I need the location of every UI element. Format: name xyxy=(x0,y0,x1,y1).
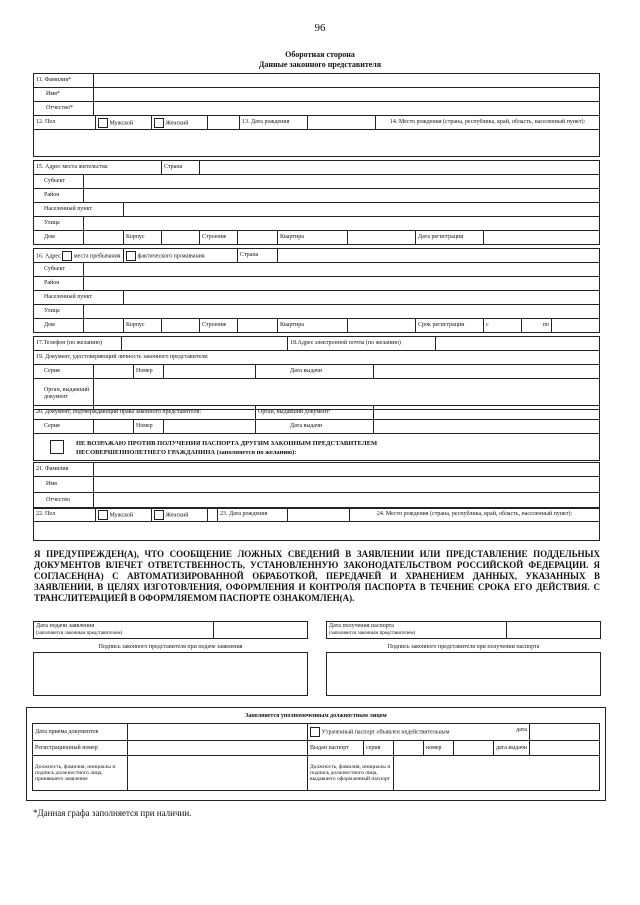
pob-field[interactable] xyxy=(33,129,600,157)
receive-date-block xyxy=(326,621,601,639)
doc20-title: 20. Документ, подтверждающий права законного представителя: xyxy=(34,406,256,420)
consent-row xyxy=(33,433,600,461)
rep2-sex-label: 22. Пол xyxy=(34,508,96,522)
actual-label: фактического проживания xyxy=(137,252,205,259)
name-field[interactable] xyxy=(94,88,600,102)
country2-label: Страна xyxy=(238,249,278,263)
identity-document xyxy=(33,350,600,410)
flat2-label: Квартира xyxy=(278,319,348,333)
korpus-label: Корпус xyxy=(124,231,162,245)
rep2-patronymic-label: Отчество xyxy=(34,493,94,509)
phone-field[interactable] xyxy=(122,337,288,351)
subject2-field[interactable] xyxy=(84,263,600,277)
issued-series-field[interactable] xyxy=(394,741,424,756)
rep2-pob-field[interactable] xyxy=(33,521,600,541)
phone-label: 17.Телефон (по желанию) xyxy=(34,337,122,351)
reg-term-label: Срок регистрации xyxy=(416,319,484,333)
accept-date-field[interactable] xyxy=(128,724,308,741)
rep2-female-label: Женский xyxy=(165,511,189,518)
lost-label: Утраченный паспорт объявлен недействительным xyxy=(321,729,450,736)
house-label: Дом xyxy=(34,231,84,245)
contacts xyxy=(33,336,600,351)
building-label: Строение xyxy=(200,231,238,245)
doc20-number-field[interactable] xyxy=(164,420,256,434)
consent-checkbox[interactable] xyxy=(50,440,64,454)
rep2-surname-label: 21. Фамилия xyxy=(34,463,94,477)
authority-document xyxy=(33,405,600,434)
issued-date-label: дата выдачи xyxy=(494,741,530,756)
doc19-series-field[interactable] xyxy=(94,365,134,379)
korpus2-label: Корпус xyxy=(124,319,162,333)
pob-label: 14. Место рождения (страна, республика, край, область, населенный пункт): xyxy=(376,116,600,130)
female-label: Женский xyxy=(165,119,189,126)
receive-date-field[interactable] xyxy=(507,622,601,639)
rep2-pob-label: 24. Место рождения (страна, республика, край, область, населенный пункт): xyxy=(350,508,600,522)
second-representative xyxy=(33,462,600,509)
street2-field[interactable] xyxy=(84,305,600,319)
doc19-title: 19. Документ, удостоверяющий личность законного представителя: xyxy=(34,351,600,365)
email-field[interactable] xyxy=(436,337,600,351)
accepting-official-label: Должность, фамилия, инициалы и подпись должностного лица, принявшего заявление xyxy=(33,756,128,791)
district-label: Район xyxy=(34,189,84,203)
reg-from-field[interactable] xyxy=(522,319,552,333)
rep2-surname-field[interactable] xyxy=(94,463,600,477)
dob-field[interactable] xyxy=(308,116,376,130)
doc20-issuer-label: Орган, выдавший документ: xyxy=(256,406,374,420)
email-label: 18.Адрес электронной почты (по желанию) xyxy=(288,337,436,351)
footnote: *Данная графа заполняется при наличии. xyxy=(33,808,192,818)
reg-date-field[interactable] xyxy=(484,231,600,245)
submit-date-block xyxy=(33,621,308,639)
stay-label: места пребывания xyxy=(73,252,121,259)
name-label: Имя* xyxy=(34,88,94,102)
page-subtitle: Данные законного представителя xyxy=(258,60,382,69)
rep2-female-checkbox[interactable] xyxy=(154,510,164,520)
accepting-official-field[interactable] xyxy=(128,756,308,791)
locality-field[interactable] xyxy=(124,203,600,217)
lost-date-field[interactable] xyxy=(530,724,600,741)
doc20-series-label: Серия xyxy=(34,420,94,434)
issuing-official-field[interactable] xyxy=(394,756,600,791)
female-checkbox[interactable] xyxy=(154,118,164,128)
patronymic-label: Отчество* xyxy=(34,102,94,116)
house2-field[interactable] xyxy=(84,319,124,333)
issued-number-label: номер xyxy=(424,741,454,756)
doc19-number-field[interactable] xyxy=(164,365,256,379)
receive-date-label: Дата получения паспорта xyxy=(329,623,394,629)
korpus-field[interactable] xyxy=(162,231,200,245)
flat2-field[interactable] xyxy=(348,319,416,333)
street2-label: Улица xyxy=(34,305,84,319)
second-representative-sex xyxy=(33,507,600,522)
reg-no-field[interactable] xyxy=(128,741,308,756)
receive-date-note: (заполняется законным представителем) xyxy=(329,631,416,636)
accept-date-label: Дата приема документов xyxy=(33,724,128,741)
patronymic-field[interactable] xyxy=(94,102,600,116)
rep2-dob-label: 23. Дата рождения xyxy=(218,508,288,522)
sex-label: 12. Пол xyxy=(34,116,96,130)
male-checkbox[interactable] xyxy=(98,118,108,128)
submit-date-label: Дата подачи заявления xyxy=(36,623,95,629)
rep2-name-field[interactable] xyxy=(94,477,600,493)
issued-series-label: серия xyxy=(364,741,394,756)
reg-to-label: по xyxy=(542,322,550,328)
district-field[interactable] xyxy=(84,189,600,203)
doc19-number-label: Номер xyxy=(134,365,164,379)
male-label: Мужской xyxy=(109,119,134,126)
subject-field[interactable] xyxy=(84,175,600,189)
street-label: Улица xyxy=(34,217,84,231)
reg-date-label: Дата регистрации xyxy=(416,231,484,245)
doc20-issuer-field[interactable] xyxy=(374,406,600,420)
address-residence xyxy=(33,160,600,245)
consent-line1: НЕ ВОЗРАЖАЮ ПРОТИВ ПОЛУЧЕНИЯ ПАСПОРТА ДРУГИМ ЗАКОННЫМ ПРЕДСТАВИТЕЛЕМ xyxy=(76,440,378,447)
country2-field[interactable] xyxy=(278,249,600,263)
surname-label: 11. Фамилия* xyxy=(34,74,94,88)
sign-submit-box[interactable] xyxy=(33,652,308,696)
doc20-date-field[interactable] xyxy=(374,420,600,434)
dob-label: 13. Дата рождения xyxy=(240,116,308,130)
rep2-name-label: Имя xyxy=(34,477,94,493)
doc19-date-field[interactable] xyxy=(374,365,600,379)
flat-field[interactable] xyxy=(348,231,416,245)
locality-label: Населенный пункт xyxy=(34,203,124,217)
reg-to-field[interactable] xyxy=(552,319,600,333)
country-field[interactable] xyxy=(200,161,600,175)
building-field[interactable] xyxy=(238,231,278,245)
page-number: 96 xyxy=(314,22,326,34)
issued-date-field[interactable] xyxy=(530,741,600,756)
building2-field[interactable] xyxy=(238,319,278,333)
official-title: Заполняется уполномоченным должностным лицом xyxy=(245,713,387,719)
street-field[interactable] xyxy=(84,217,600,231)
addr2-title: 16. Адрес xyxy=(36,252,61,259)
doc19-issuer-label: Орган, выдавший документ xyxy=(34,379,94,410)
doc19-date-label: Дата выдачи xyxy=(256,365,374,379)
residence-title: 15. Адрес места жительства xyxy=(34,161,162,175)
submit-date-note: (заполняется законным представителем) xyxy=(36,631,123,636)
submit-date-field[interactable] xyxy=(214,622,308,639)
building2-label: Строение xyxy=(200,319,238,333)
sign-receive-box[interactable] xyxy=(326,652,601,696)
flat-label: Квартира xyxy=(278,231,348,245)
stay-checkbox[interactable] xyxy=(62,251,72,261)
house-field[interactable] xyxy=(84,231,124,245)
subject2-label: Субъект xyxy=(34,263,84,277)
district2-field[interactable] xyxy=(84,277,600,291)
doc20-number-label: Номер xyxy=(134,420,164,434)
korpus2-field[interactable] xyxy=(162,319,200,333)
locality2-label: Населенный пункт xyxy=(34,291,124,305)
rep2-dob-field[interactable] xyxy=(288,508,350,522)
issued-number-field[interactable] xyxy=(454,741,494,756)
consent-line2: НЕСОВЕРШЕННОЛЕТНЕГО ГРАЖДАНИНА (заполняется по желанию): xyxy=(76,449,297,456)
lost-date-label: дата xyxy=(516,727,528,733)
legal-warning: Я ПРЕДУПРЕЖДЕН(А), ЧТО СООБЩЕНИЕ ЛОЖНЫХ СВЕДЕНИЙ В ЗАЯВЛЕНИИ ИЛИ ПРЕДСТАВЛЕНИЕ ПОДДЕЛЬНЫХ ДОКУМЕНТОВ ВЛЕЧЕТ ОТВЕТСТВЕННОСТЬ, УСТАНОВЛЕННУЮ ЗАКОНОДАТЕЛЬСТВОМ РОССИЙСКОЙ ФЕДЕРАЦИИ. Я СОГЛАСЕН(НА) С АВТОМАТИЗИРОВАННОЙ ОБРАБОТКОЙ, ПЕРЕДАЧЕЙ И ХРАНЕНИЕМ ДАННЫХ, УКАЗАННЫХ В ЗАЯВЛЕНИИ, В ЦЕЛЯХ ИЗГОТОВЛЕНИЯ, ОФОРМЛЕНИЯ И КОНТРОЛЯ ПАСПОРТА В ТЕЧЕНИЕ СРОКА ЕГО ДЕЙСТВИЯ. С ТРАНСЛИТЕРАЦИЕЙ В ОФОРМЛЯЕМОМ ПАСПОРТЕ ОЗНАКОМЛЕН(А). xyxy=(34,549,600,603)
district2-label: Район xyxy=(34,277,84,291)
issuing-official-label: Должность, фамилия, инициалы и подпись должностного лица, выдавшего оформленный паспорт xyxy=(308,756,394,791)
sign-receive-label: Подпись законного представителя при получении паспорта xyxy=(387,644,540,650)
reg-from-label: с xyxy=(486,322,489,328)
house2-label: Дом xyxy=(34,319,84,333)
rep2-male-label: Мужской xyxy=(109,511,134,518)
official-table xyxy=(32,723,600,791)
issued-label: Выдан паспорт xyxy=(308,741,364,756)
rep2-male-checkbox[interactable] xyxy=(98,510,108,520)
doc20-date-label: Дата выдачи xyxy=(256,420,374,434)
country-label: Страна xyxy=(162,161,200,175)
doc20-series-field[interactable] xyxy=(94,420,134,434)
subject-label: Субъект xyxy=(34,175,84,189)
sign-submit-label: Подпись законного представителя при подаче заявления xyxy=(98,644,243,650)
actual-checkbox[interactable] xyxy=(126,251,136,261)
surname-field[interactable] xyxy=(94,74,600,88)
page-title: Оборотная сторона xyxy=(285,50,355,59)
doc19-series-label: Серия xyxy=(34,365,94,379)
locality2-field[interactable] xyxy=(124,291,600,305)
lost-checkbox[interactable] xyxy=(310,727,320,737)
address-stay xyxy=(33,248,600,333)
reg-no-label: Регистрационный номер xyxy=(33,741,128,756)
